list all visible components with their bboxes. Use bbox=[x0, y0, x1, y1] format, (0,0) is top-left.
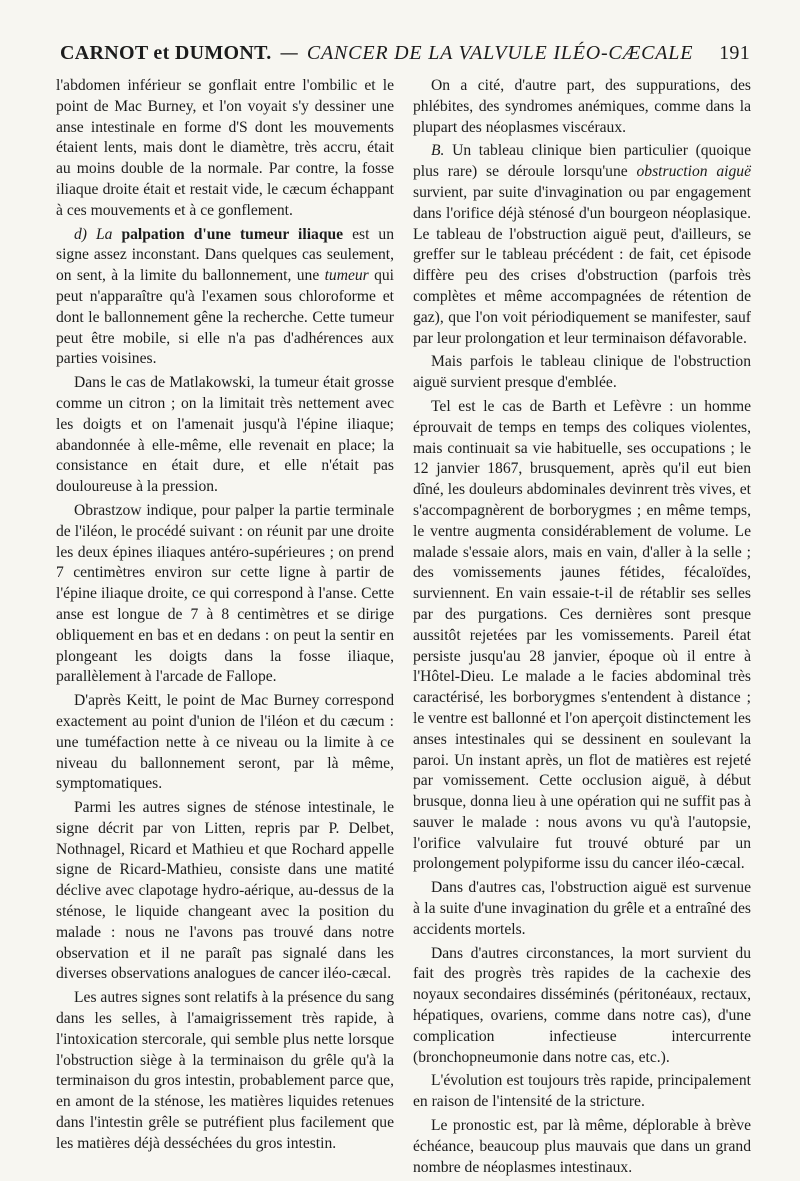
paragraph: Dans le cas de Matlakowski, la tumeur était grosse comme un citron ; on la limitait très nettement avec les doigts et on l'amenait jusqu'à l'épine iliaque; abandonnée à elle-même, elle revenait en place; la consistance en était dure, et elle n'était pas douloureuse à la pression. bbox=[56, 374, 394, 496]
running-header bbox=[60, 42, 750, 65]
page-number: 191 bbox=[719, 42, 750, 64]
paragraph: Dans d'autres cas, l'obstruction aiguë est survenue à la suite d'une invagination du grêle et a entraîné des accidents mortels. bbox=[413, 879, 751, 938]
paragraph: Les autres signes sont relatifs à la présence du sang dans les selles, à l'amaigrissement très rapide, à l'intoxication stercorale, qui semble plus nette lorsque l'obstruction siège à la terminaison du grêle qu'à la terminaison du gros intestin, probablement parce que, en amont de la sténose, les matières liquides retenues dans l'intestin grêle se putréfient plus facilement que les matières déjà desséchées du gros intestin. bbox=[56, 989, 394, 1152]
paragraph: D'après Keitt, le point de Mac Burney correspond exactement au point d'union de l'iléon et du cæcum : une tuméfaction nette à ce niveau ou la limite à ce niveau du ballonnement seront, par là même, symptomatiques. bbox=[56, 692, 394, 793]
paragraph: Parmi les autres signes de sténose intestinale, le signe décrit par von Litten, repris par P. Delbet, Nothnagel, Ricard et Mathieu et que Rochard appelle signe de Ricard-Mathieu, consiste dans une matité déclive avec clapotage hydro-aérique, au-dessus de la sténose, le liquide changeant avec la position du malade : nous ne l'avons pas trouvé dans notre observation et il ne paraît pas signalé dans les diverses observations analogues de cancer iléo-cæcal. bbox=[56, 799, 394, 983]
header-dash: — bbox=[279, 42, 299, 64]
left-column bbox=[56, 76, 394, 1158]
right-column bbox=[413, 76, 751, 1181]
paragraph: Tel est le cas de Barth et Lefèvre : un homme éprouvait de temps en temps des coliques violentes, mais continuait sa vie habituelle, ses occupations ; le 12 janvier 1867, brusquement, après qu'il eut bien dîné, les douleurs abdominales devinrent très vives, et s'accompagnèrent de borborygmes ; en même temps, le ventre augmenta considérablement de volume. Le malade s'essaie alors, mais en vain, d'aller à la selle ; des vomissements jaunes fétides, fécaloïdes, surviennent. En vain essaie-t-il de rétablir ses selles par des purgations. Ces dernières sont presque aussitôt rejetées par les vomissements. Pareil état persiste jusqu'au 28 janvier, époque où il entre à l'Hôtel-Dieu. Le malade a le facies abdominal très caractérisé, les borborygmes s'entendent à distance ; le ventre est ballonné et l'on aperçoit distinctement les anses intestinales qui se dessinent en soulevant la paroi. Un instant après, un flot de matières est rejeté par vomissement. Cette occlusion aiguë, à début brusque, donna lieu à une opération qui ne suffit pas à sauver le malade : nous avons vu qu'à l'autopsie, l'orifice valvulaire fut trouvé obturé par un prolongement polypiforme issu du cancer iléo-cæcal. bbox=[413, 397, 751, 873]
paragraph: l'abdomen inférieur se gonflait entre l'ombilic et le point de Mac Burney, et l'on voyait s'y dessiner une anse intestinale en forme d'S dont les mouvements étaient lents, mais dont le diamètre, très accru, était au moins double de la normale. Par contre, la fosse iliaque droite était et restait vide, le cæcum échappant à ces mouvements et à ce gonflement. bbox=[56, 77, 394, 219]
paragraph: On a cité, d'autre part, des suppurations, des phlébites, des syndromes anémiques, comme dans la plupart des néoplasmes viscéraux. bbox=[413, 77, 751, 136]
paragraph: B. Un tableau clinique bien particulier (quoique plus rare) se déroule lorsqu'une obstruction aiguë survient, par suite d'invagination ou par engagement dans l'orifice déjà sténosé d'un bourgeon néoplasique. Le tableau de l'obstruction aiguë peut, d'ailleurs, se greffer sur le tableau précédent : de fait, cet épisode diffère peu des crises d'obstruction (parfois très complètes et même accompagnées de rétention de gaz), que l'on voit périodiquement se manifester, sauf par leur prolongation et leur terminaison défavorable. bbox=[413, 142, 751, 347]
paragraph: Mais parfois le tableau clinique de l'obstruction aiguë survient presque d'emblée. bbox=[413, 353, 751, 392]
header-authors: CARNOT et DUMONT. bbox=[60, 42, 272, 64]
paragraph: Le pronostic est, par là même, déplorable à brève échéance, beaucoup plus mauvais que dans un grand nombre de néoplasmes intestinaux. bbox=[413, 1117, 751, 1176]
paragraph: d) La palpation d'une tumeur iliaque est un signe assez inconstant. Dans quelques cas seulement, on sent, à la limite du ballonnement, une tumeur qui peut n'apparaître qu'à l'examen sous chloroforme et dont le ballonnement gêne la recherche. Cette tumeur peut être mobile, si elle n'a pas d'adhérences aux parties voisines. bbox=[56, 225, 394, 368]
header-title: CANCER DE LA VALVULE ILÉO-CÆCALE bbox=[306, 42, 694, 64]
paragraph: Dans d'autres circonstances, la mort survient du fait des progrès très rapides de la cachexie des noyaux secondaires disséminés (péritonéaux, rectaux, hépatiques, ovariens, comme dans notre cas), d'une complication infectieuse intercurrente (bronchopneumonie dans notre cas, etc.). bbox=[413, 944, 751, 1066]
paragraph: Obrastzow indique, pour palper la partie terminale de l'iléon, le procédé suivant : on réunit par une droite les deux épines iliaques antéro-supérieures ; on prend 7 centimètres environ sur cette ligne à partir de l'épine iliaque droite, ce qui correspond à l'anse. Cette anse est longue de 7 à 8 centimètres et se dirige obliquement en bas et en dedans : on peut la sentir en plongeant les doigts dans la fosse iliaque, parallèlement à l'arcade de Fallope. bbox=[56, 501, 394, 686]
paragraph: L'évolution est toujours très rapide, principalement en raison de l'intensité de la stricture. bbox=[413, 1072, 751, 1111]
